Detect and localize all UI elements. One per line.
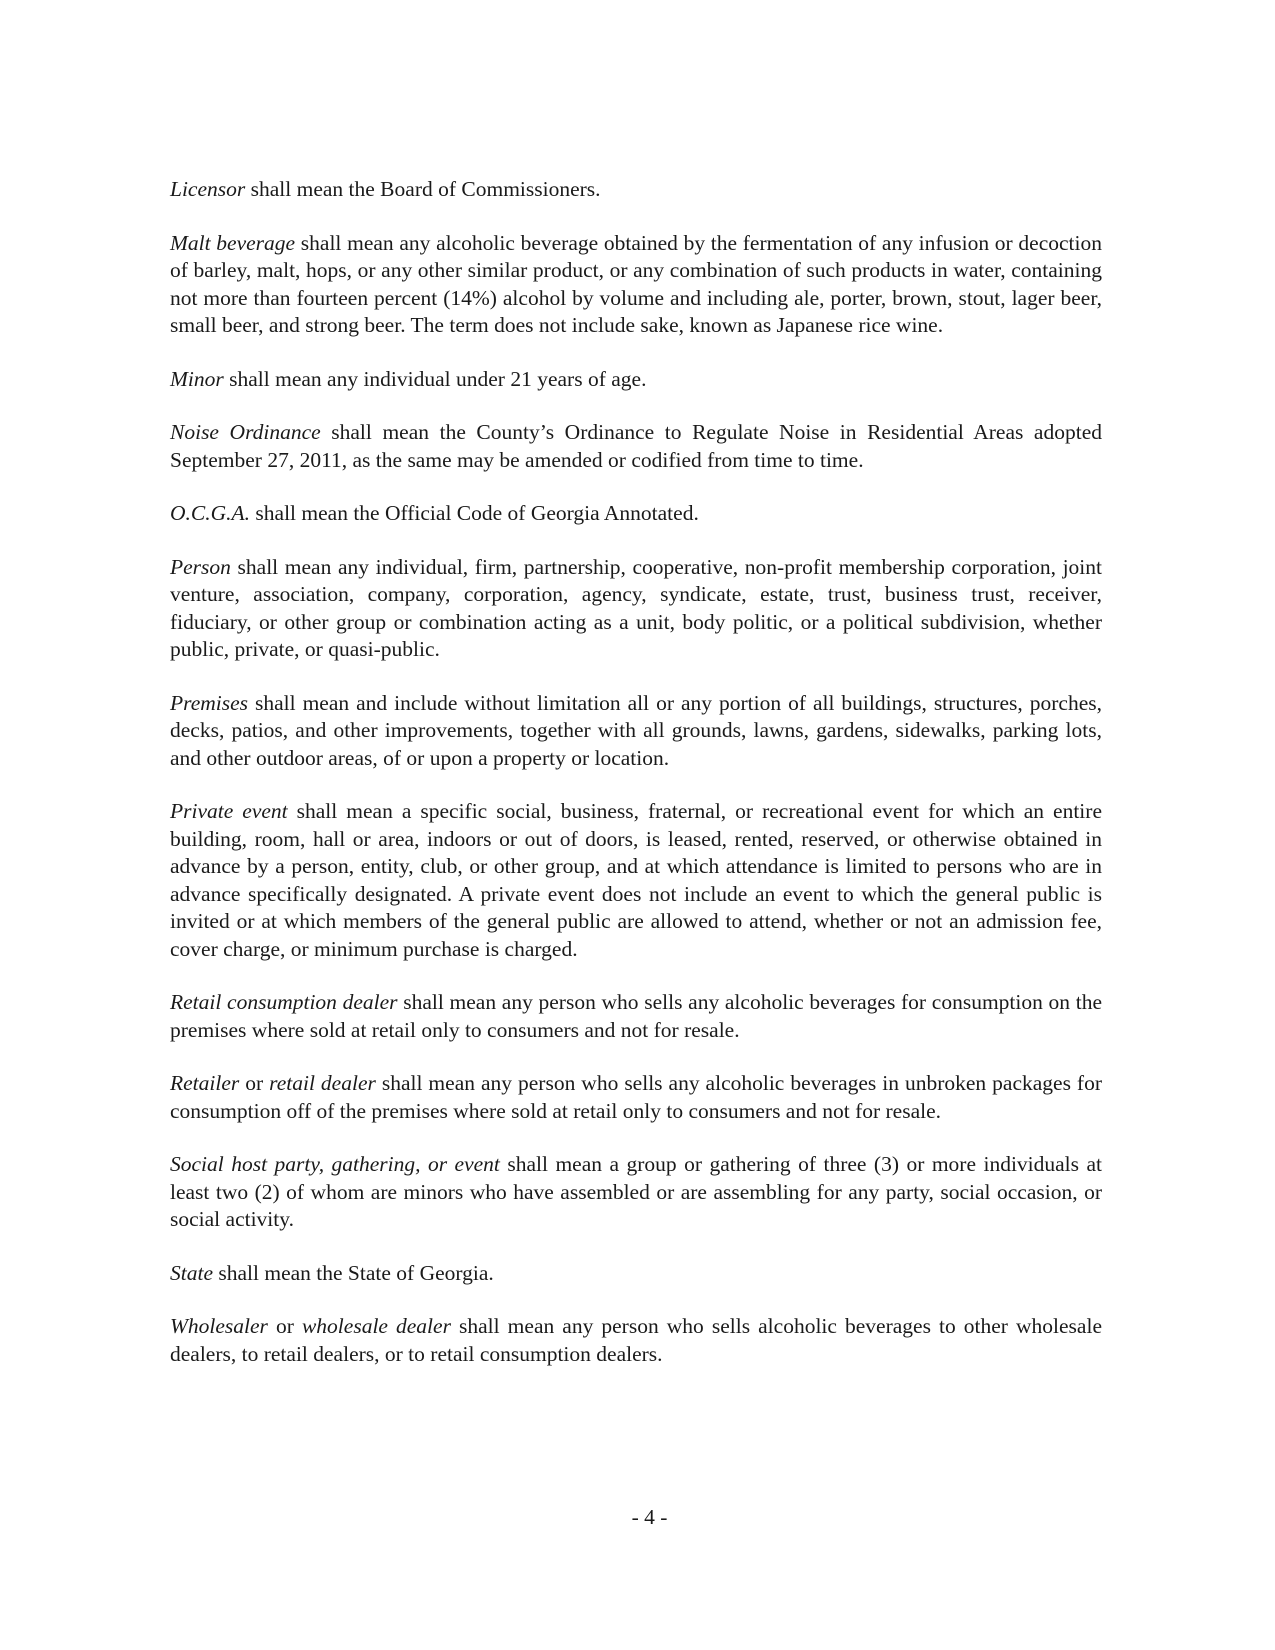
definition-licensor <box>170 176 1102 204</box>
defined-term: Retail consumption dealer <box>170 990 398 1014</box>
definition-private-event <box>170 798 1102 963</box>
defined-term: Retailer <box>170 1071 240 1095</box>
definition-ocga <box>170 500 1102 528</box>
definition-retailer <box>170 1070 1102 1125</box>
definition-text: shall mean the County’s Ordinance to Regulate Noise in Residential Areas adopted September 27, 2011, as the same may be amended or codified from time to time. <box>170 420 1102 472</box>
defined-term-alt: retail dealer <box>269 1071 376 1095</box>
definition-wholesaler <box>170 1313 1102 1368</box>
defined-term: Person <box>170 554 231 579</box>
definition-minor <box>170 366 1102 394</box>
definition-state <box>170 1260 1102 1288</box>
definition-social-host-party <box>170 1151 1102 1234</box>
definition-retail-consumption-dealer <box>170 989 1102 1044</box>
defined-term: Noise Ordinance <box>170 420 321 444</box>
definition-person <box>170 554 1102 664</box>
defined-term-alt: wholesale dealer <box>301 1314 451 1338</box>
definition-text: shall mean the Board of Commissioners. <box>245 177 601 201</box>
definition-text: shall mean any person who sells any alcoholic beverages in unbroken packages for consumption off of the premises where sold at retail only to consumers and not for resale. <box>170 1071 1102 1123</box>
definition-noise-ordinance <box>170 419 1102 474</box>
definition-premises <box>170 690 1102 773</box>
definition-text: shall mean any individual, firm, partnership, cooperative, non-profit membership corporation, joint venture, association, company, corporation, agency, syndicate, estate, trust, business trust, receiver, fiduciary, or other group or combination acting as a unit, body politic, or a political subdivision, whether public, private, or quasi-public. <box>170 554 1102 661</box>
defined-term: Licensor <box>170 177 246 201</box>
term-connector: or <box>267 1314 302 1338</box>
definition-text: shall mean and include without limitation all or any portion of all buildings, structures, porches, decks, patios, and other improvements, together with all grounds, lawns, gardens, sidewalks, parking lots, and other outdoor areas, of or upon a property or location. <box>170 690 1102 770</box>
definition-malt-beverage <box>170 230 1102 340</box>
defined-term: Malt beverage <box>170 230 296 255</box>
definition-text: shall mean a group or gathering of three (3) or more individuals at least two (2) of whom are minors who have assembled or are assembling for any party, social occasion, or social activity. <box>170 1152 1102 1231</box>
definition-text: shall mean any individual under 21 years of age. <box>223 366 647 391</box>
definition-text: shall mean any person who sells any alcoholic beverages for consumption on the premises where sold at retail only to consumers and not for resale. <box>170 990 1103 1042</box>
definition-text: shall mean a specific social, business, fraternal, or recreational event for which an entire building, room, hall or area, indoors or out of doors, is leased, rented, reserved, or otherwise obtained in advance by a person, entity, club, or other group, and at which attendance is limited to persons who are in advance specifically designated. A private event does not include an event to which the general public is invited or at which members of the general public are allowed to attend, whether or not an admission fee, cover charge, or minimum purchase is charged. <box>170 799 1102 961</box>
definition-text: shall mean any alcoholic beverage obtained by the fermentation of any infusion or decoction of barley, malt, hops, or any other similar product, or any combination of such products in water, containing not more than fourteen percent (14%) alcohol by volume and including ale, porter, brown, stout, lager beer, small beer, and strong beer. The term does not include sake, known as Japanese rice wine. <box>170 230 1102 337</box>
page-number: - 4 - <box>631 1505 668 1529</box>
definition-text: shall mean the State of Georgia. <box>213 1260 494 1285</box>
defined-term: Wholesaler <box>170 1314 268 1338</box>
definition-text: shall mean the Official Code of Georgia Annotated. <box>250 501 699 525</box>
defined-term: Minor <box>170 366 224 391</box>
defined-term: O.C.G.A. <box>170 501 251 525</box>
term-connector: or <box>239 1071 270 1095</box>
defined-term: Private event <box>170 799 288 823</box>
document-body <box>170 176 1102 1394</box>
defined-term: Premises <box>170 690 249 715</box>
defined-term: Social host party, gathering, or event <box>170 1152 500 1176</box>
definition-text: shall mean any person who sells alcoholic beverages to other wholesale dealers, to retail dealers, or to retail consumption dealers. <box>170 1314 1102 1366</box>
defined-term: State <box>170 1260 213 1285</box>
